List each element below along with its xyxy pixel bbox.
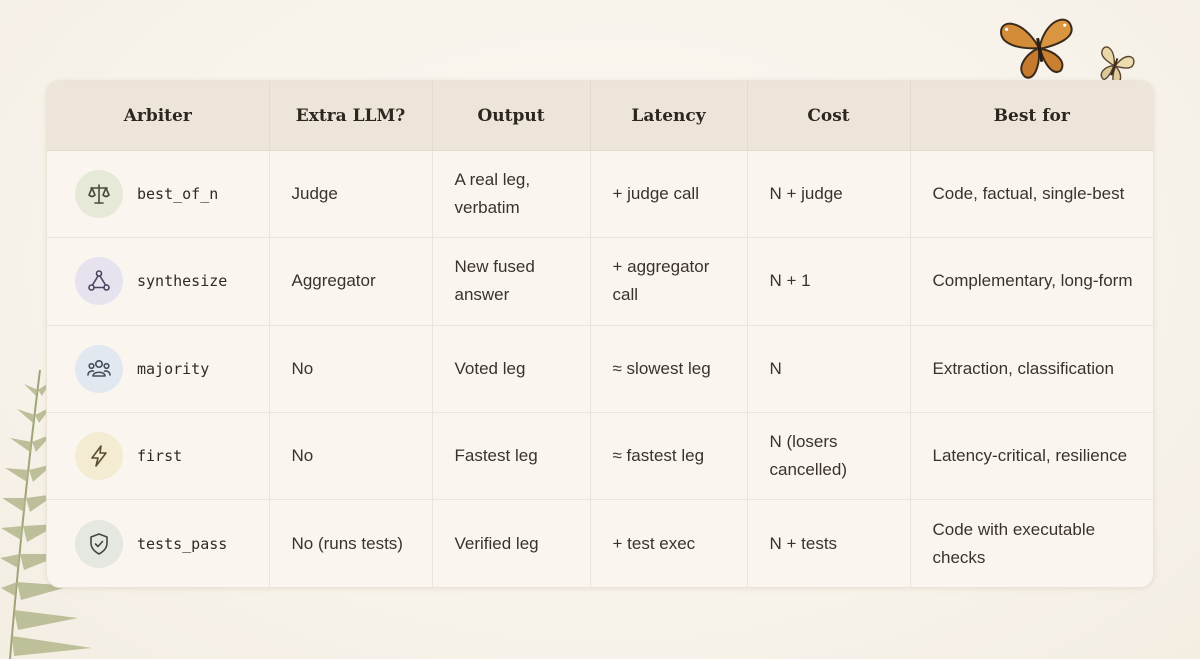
table-header-row xyxy=(47,81,1153,151)
cell-arbiter xyxy=(47,151,269,238)
cell-arbiter xyxy=(47,325,269,412)
header-best-for: Best for xyxy=(910,81,1153,151)
cell-best-for: Extraction, classification xyxy=(910,325,1153,412)
cell-extra-llm: No xyxy=(269,325,432,412)
table-row xyxy=(47,238,1153,325)
header-extra-llm: Extra LLM? xyxy=(269,81,432,151)
cell-cost: N + judge xyxy=(747,151,910,238)
cell-best-for: Code with executable checks xyxy=(932,519,1096,567)
table-row xyxy=(47,151,1153,238)
header-latency: Latency xyxy=(590,81,747,151)
users-icon xyxy=(75,345,123,393)
cell-arbiter xyxy=(47,238,269,325)
cell-output: A real leg, verbatim xyxy=(432,151,590,238)
cell-cost: N + tests xyxy=(747,500,910,587)
cell-output: New fused answer xyxy=(432,238,590,325)
cell-best-for: Latency-critical, resilience xyxy=(910,412,1153,499)
lightning-icon xyxy=(75,432,123,480)
cell-output: Voted leg xyxy=(432,325,590,412)
cell-latency: + aggregator call xyxy=(590,238,747,325)
cell-latency: ≈ slowest leg xyxy=(590,325,747,412)
cell-extra-llm: Judge xyxy=(269,151,432,238)
shield-check-icon xyxy=(75,520,123,568)
cell-best-for: Complementary, long-form xyxy=(910,238,1153,325)
arbiter-name: best_of_n xyxy=(137,185,219,204)
cell-cost: N (losers cancelled) xyxy=(747,412,910,499)
arbiter-name: majority xyxy=(137,359,210,378)
cell-best-for: Code, factual, single-best xyxy=(910,151,1153,238)
cell-arbiter xyxy=(47,500,269,587)
cell-latency: ≈ fastest leg xyxy=(590,412,747,499)
cell-latency: + judge call xyxy=(590,151,747,238)
arbiter-comparison-table xyxy=(46,80,1154,588)
cell-output: Fastest leg xyxy=(432,412,590,499)
cell-output: Verified leg xyxy=(432,500,590,587)
header-arbiter: Arbiter xyxy=(47,81,269,151)
table-row xyxy=(47,412,1153,499)
arbiter-name: first xyxy=(137,447,183,466)
table xyxy=(47,81,1153,587)
arbiter-name: tests_pass xyxy=(137,534,228,553)
arbiter-name: synthesize xyxy=(137,272,228,291)
cell-latency: + test exec xyxy=(590,500,747,587)
header-output: Output xyxy=(432,81,590,151)
scale-icon xyxy=(75,170,123,218)
header-cost: Cost xyxy=(747,81,910,151)
cell-extra-llm: Aggregator xyxy=(269,238,432,325)
table-row xyxy=(47,500,1153,587)
cell-arbiter xyxy=(47,412,269,499)
cell-cost: N + 1 xyxy=(747,238,910,325)
cell-extra-llm: No xyxy=(269,412,432,499)
cell-extra-llm: No (runs tests) xyxy=(269,500,432,587)
cell-cost: N xyxy=(747,325,910,412)
butterfly-large-icon xyxy=(998,8,1080,84)
table-row xyxy=(47,325,1153,412)
network-icon xyxy=(75,257,123,305)
